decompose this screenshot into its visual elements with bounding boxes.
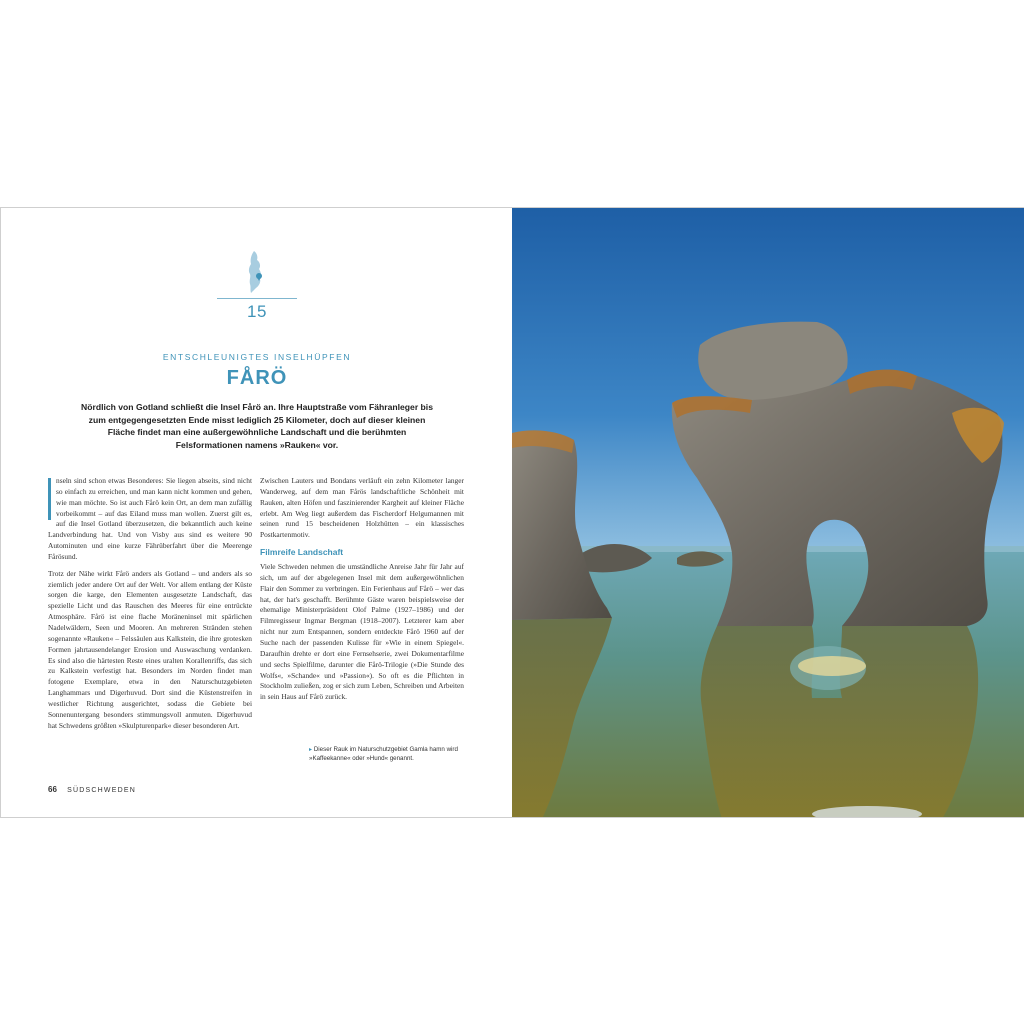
chapter-number: 15 [247,302,267,321]
sweden-map-pin-icon [245,250,267,294]
body-column-left [48,476,252,737]
left-page [0,208,512,817]
chapter-rule [217,298,297,299]
chapter-title: FÅRÖ [226,367,288,389]
caption-text: Dieser Rauk im Naturschutzgebiet Gamla hamn wird »Kaffeekanne« oder »Hund« genannt. [309,746,458,762]
section-subhead: Filmreife Landschaft [260,547,344,558]
body-paragraph: nseln sind schon etwas Besonderes: Sie liegen abseits, sind nicht so einfach zu erreichen, und man kann nicht kommen und gehen, wie man möchte. So ist auch Fårö kein Ort, an dem man zufällig vorbeikommt – auf das Eiland muss man wollen. Zuerst gilt es, auf die Insel Gotland überzusetzen, die bekanntlich auch keine Landverbindung hat. Und von Visby aus sind es weitere 90 Autominuten und eine kurze Fährüberfahrt über die Meerenge Fårösund. [48,476,252,561]
photo-caption [309,745,479,763]
body-paragraph: Trotz der Nähe wirkt Fårö anders als Gotland – und anders als so ziemlich jeder andere Ort auf der Welt. Vor allem entlang der Küste sorgen die karge, den Elementen ausgesetzte Landschaft, das spezielle Licht und das Rauschen des Meeres für eine entrückte Atmosphäre. Fårö ist eine flache Moräneninsel mit spärlichen Nadelwäldern, Seen und Mooren. An mehreren Stränden stehen sogenannte »Rauken« – Felssäulen aus Kalkstein, die ihre grotesken Formen jahrtausendelanger Erosion und Auswaschung verdanken. Es sind also die härtesten Reste eines uralten Korallenriffs, das sich zu Kalkstein verfestigt hat. Besonders im Norden findet man fotogene Exemplare, etwa in den Naturschutzgebieten Langhammars und Digerhuvud. Dort sind die Küstenstreifen in westlicher Richtung ausgerichtet, sodass die Gebiete bei Sonnenuntergang besonders stimmungsvoll anmuten. Digerhuvud hat Schwedens größten »Skulpturenpark« dieser besonderen Art. [48,568,252,730]
caption-arrow-icon: ▸ [309,746,313,753]
chapter-kicker: ENTSCHLEUNIGTES INSELHÜPFEN [162,352,352,362]
body-paragraph: Zwischen Lauters und Bondans verläuft ein zehn Kilometer langer Wanderweg, auf dem man Fårös landschaftliche Schönheit mit Rauken, alten Höfen und faszinierender Kargheit auf kleiner Fläche erlebt. Am Weg liegt außerdem das Fischerdorf Helgumannen mit seinen rund 15 bescheidenen Holzhütten – ein klassisches Postkartenmotiv. [260,476,464,540]
intro-paragraph: Nördlich von Gotland schließt die Insel Fårö an. Ihre Hauptstraße vom Fähranleger bis zum entgegengesetzten Ende misst lediglich 25 Kilometer, doch auf dieser kleinen Fläche findet man eine außergewöhnliche Landschaft und die berühmten Felsformationen namens »Rauken« vor. [81,402,433,450]
rauk-photo [512,208,1024,817]
book-spread [0,207,1024,818]
page-footer [48,785,136,794]
body-column-right [260,476,464,709]
body-paragraph: Viele Schweden nehmen die umständliche Anreise Jahr für Jahr auf sich, um auf der abgelegenen Insel mit dem außergewöhnlichen Flair den Sommer zu verbringen. Ein Ferienhaus auf Fårö – wer das hat, der hat's geschafft. Berühmte Gäste waren beispielsweise der ehemalige Ministerpräsident Olof Palme (1927–1986) und der Filmregisseur Ingmar Bergman (1918–2007). Letzterer kam aber nicht nur zum Entspannen, sondern entdeckte Fårö 1960 auf der Suche nach der passenden Kulisse für »Wie in einem Spiegel«. Daraufhin drehte er dort eine Fernsehserie, zwei Dokumentarfilme und sechs Spielfilme, darunter die Fårö-Trilogie (»Die Stunde des Wolfs«, »Schande« und »Passion«). So oft es die Pflichten in Stockholm zuließen, zog er sich zum Leben, Schreiben und Arbeiten in sein Haus auf Fårö zurück. [260,562,464,702]
rauk-photo-illustration [512,208,1024,817]
section-name: SÜDSCHWEDEN [67,787,136,794]
page-number: 66 [48,785,57,794]
floating-stone [798,656,866,676]
drop-cap-bar [48,478,51,520]
